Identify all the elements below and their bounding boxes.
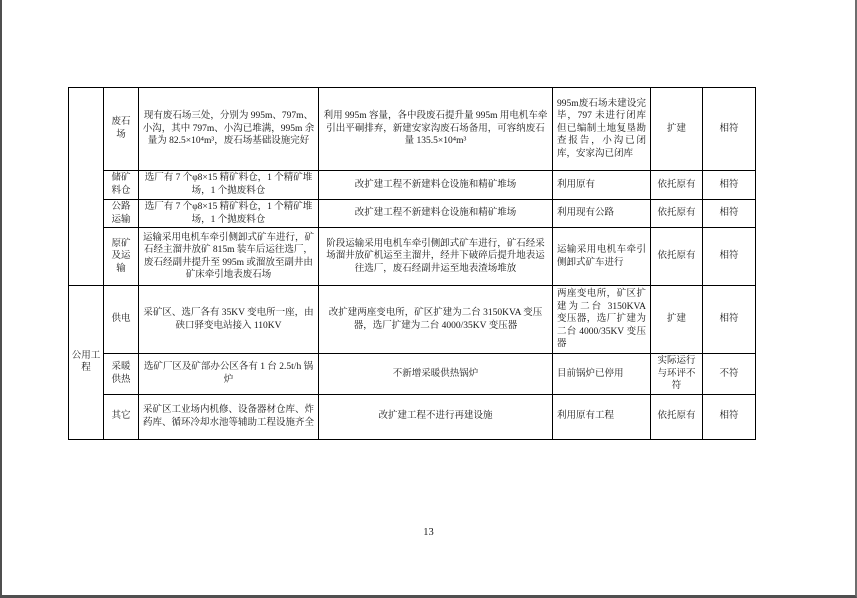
cell-current-status: 选矿厂区及矿部办公区各有 1 台 2.5t/h 锅炉	[139, 354, 319, 395]
page-number: 13	[423, 527, 434, 538]
cell-reliance-nature: 依托原有	[651, 228, 703, 286]
cell-reliance-nature: 扩建	[651, 286, 703, 354]
cell-category: 其它	[104, 394, 139, 439]
cell-conformity: 相符	[703, 394, 756, 439]
cell-category: 原矿及运输	[104, 228, 139, 286]
cell-renovation-plan: 不新增采暖供热锅炉	[319, 354, 553, 395]
cell-category: 公路运输	[104, 200, 139, 228]
row-other	[69, 394, 756, 439]
cell-actual-situation: 利用原有工程	[553, 394, 651, 439]
cell-actual-situation: 目前锅炉已停用	[553, 354, 651, 395]
cell-current-status: 采矿区工业场内机修、设备器材仓库、炸药库、循环冷却水池等辅助工程设施齐全	[139, 394, 319, 439]
cell-current-status: 运输采用电机车牵引侧卸式矿车进行，矿石经主溜井放矿 815m 装车后运往选厂，废石经副井提升至 995m 或溜放至副井由矿床牵引地表废石场	[139, 228, 319, 286]
cell-conformity: 不符	[703, 354, 756, 395]
row-waste-rock-yard	[69, 88, 756, 171]
cell-actual-situation: 995m废石场未建设完毕，797 未进行闭库但已编制土地复垦勘查报告，小沟已闭库，安家沟已闭库	[553, 88, 651, 171]
cell-actual-situation: 利用现有公路	[553, 200, 651, 228]
project-comparison-table	[68, 87, 756, 440]
cell-current-status: 选厂有 7 个φ8×15 精矿料仓，1 个精矿堆场，1 个抛废料仓	[139, 200, 319, 228]
cell-reliance-nature: 依托原有	[651, 171, 703, 200]
cell-category: 采暖供热	[104, 354, 139, 395]
cell-current-status: 采矿区、选厂各有 35KV 变电所一座，由硖口驿变电站接入 110KV	[139, 286, 319, 354]
cell-reliance-nature: 依托原有	[651, 394, 703, 439]
cell-actual-situation: 运输采用电机车牵引侧卸式矿车进行	[553, 228, 651, 286]
cell-reliance-nature: 实际运行与环评不符	[651, 354, 703, 395]
row-ore-storage-bins	[69, 171, 756, 200]
cell-reliance-nature: 依托原有	[651, 200, 703, 228]
cell-current-status: 选厂有 7 个φ8×15 精矿料仓，1 个精矿堆场，1 个抛废料仓	[139, 171, 319, 200]
cell-actual-situation: 两座变电所，矿区扩建为二台 3150KVA 变压器，选厂扩建为二台 4000/35KV 变压器	[553, 286, 651, 354]
cell-actual-situation: 利用原有	[553, 171, 651, 200]
cell-conformity: 相符	[703, 171, 756, 200]
cell-conformity: 相符	[703, 88, 756, 171]
cell-renovation-plan: 阶段运输采用电机车牵引侧卸式矿车进行，矿石经采场溜井放矿机运至主溜井，经井下破碎后提升地表运往选厂，废石经副井运至地表渣场堆放	[319, 228, 553, 286]
cell-conformity: 相符	[703, 200, 756, 228]
cell-renovation-plan: 改扩建两座变电所，矿区扩建为二台 3150KVA 变压器，选厂扩建为二台 4000/35KV 变压器	[319, 286, 553, 354]
cell-conformity: 相符	[703, 228, 756, 286]
group-cell-blank	[69, 88, 104, 286]
row-heating	[69, 354, 756, 395]
cell-reliance-nature: 扩建	[651, 88, 703, 171]
row-road-transport	[69, 200, 756, 228]
row-ore-and-transport	[69, 228, 756, 286]
cell-renovation-plan: 改扩建工程不新建料仓设施和精矿堆场	[319, 200, 553, 228]
cell-category: 供电	[104, 286, 139, 354]
cell-renovation-plan: 改扩建工程不进行再建设施	[319, 394, 553, 439]
cell-category: 废石场	[104, 88, 139, 171]
cell-category: 储矿料仓	[104, 171, 139, 200]
cell-renovation-plan: 改扩建工程不新建料仓设施和精矿堆场	[319, 171, 553, 200]
row-power-supply	[69, 286, 756, 354]
cell-renovation-plan: 利用 995m 容量，各中段废石提升量 995m 用电机车牵引出平硐排弃，新建安家沟废石场备用，可容纳废石量 135.5×10⁴m³	[319, 88, 553, 171]
cell-current-status: 现有废石场三处，分别为 995m、797m、小沟，其中 797m、小沟已堆满，995m 余量为 82.5×10⁴m³，废石场基础设施完好	[139, 88, 319, 171]
cell-conformity: 相符	[703, 286, 756, 354]
group-cell-public-works: 公用工程	[69, 286, 104, 440]
